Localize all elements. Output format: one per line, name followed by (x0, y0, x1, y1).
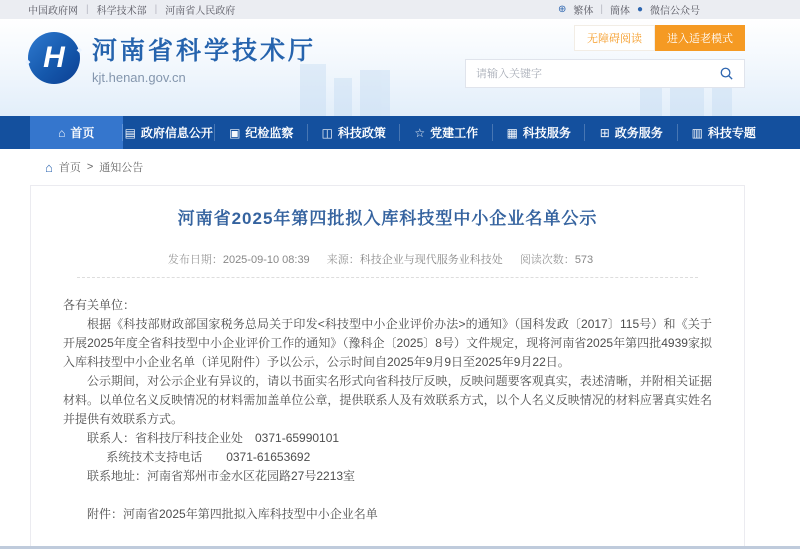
link-separator: | (86, 4, 89, 15)
elder-mode-button[interactable]: 进入适老模式 (655, 25, 745, 51)
article-card (30, 185, 745, 549)
main-nav (0, 116, 800, 149)
nav-item-gov-service[interactable] (585, 116, 678, 149)
link-separator: | (154, 4, 158, 15)
sparkle-icon: ◆ (76, 47, 82, 54)
source-value: 科技企业与现代服务业科技处 (359, 254, 503, 266)
nav-label: 党建工作 (430, 126, 479, 140)
gov-links (28, 2, 235, 17)
logo-letter: H (43, 41, 65, 74)
globe-icon: ⊕ (557, 4, 567, 15)
breadcrumb (0, 149, 800, 183)
nav-label: 纪检监察 (245, 126, 294, 140)
meta-divider (77, 277, 698, 278)
nav-label: 科技专题 (707, 126, 756, 140)
site-url: kjt.henan.gov.cn (92, 70, 186, 85)
lang-simplified-link[interactable]: 簡体 (609, 6, 630, 17)
body-paragraph-2: 公示期间，对公示企业有异议的，请以书面实名形式向省科技厅反映，反映问题要客观真实，表述清晰，并附相关证据材料。以单位名义反映情况的材料需加盖单位公章，提供联系人及有效联系方式，以个人名义反映情况的材料应署真实姓名并提供有效联系方式。 (63, 374, 712, 426)
nav-item-info-disclosure[interactable] (123, 116, 216, 149)
link-most[interactable]: 科学技术部 (96, 6, 147, 17)
home-icon: ⌂ (58, 125, 66, 140)
nav-item-tech-service[interactable] (493, 116, 586, 149)
site-name: 河南省科学技术厅 (92, 37, 317, 65)
salutation-line: 各有关单位： (63, 298, 136, 312)
inspection-icon: ▣ (229, 125, 241, 140)
breadcrumb-current[interactable]: 通知公告 (99, 162, 144, 174)
service-icon: ▦ (506, 125, 518, 140)
wechat-icon: ● (636, 4, 643, 15)
publish-date-value: 2025-09-10 08:39 (222, 254, 310, 266)
source-label: 来源： (326, 254, 360, 266)
article-meta (63, 251, 712, 267)
nav-item-party-building[interactable] (400, 116, 493, 149)
contact-support-line: 系统技术支持电话 0371-61653692 (106, 450, 311, 464)
body-paragraph-1: 根据《科技部财政部国家税务总局关于印发<科技型中小企业评价办法>的通知》（国科发政〔2017〕115号）和《关于开展2025年度全省科技型中小企业评价工作的通知》（豫科企〔2025〕8号）文件规定，现将河南省2025年第四批4939家拟入库科技型中小企业名单（详见附件）予以公示，公示时间自2025年9月9日至2025年9月22日。 (63, 317, 712, 369)
nav-item-home[interactable] (30, 116, 123, 149)
link-china-gov[interactable]: 中国政府网 (28, 6, 78, 17)
nav-item-discipline-inspection[interactable] (215, 116, 308, 149)
breadcrumb-separator: > (86, 161, 94, 173)
topics-icon: ▥ (691, 125, 703, 140)
nav-label: 科技政策 (337, 126, 386, 140)
paragraph-gap (63, 486, 712, 505)
attachment-line: 附件：河南省2025年第四批拟入库科技型中小企业名单 (87, 507, 378, 521)
top-utility-bar (0, 0, 800, 19)
brand-text (92, 31, 316, 85)
wechat-account-link[interactable]: 微信公众号 (650, 6, 700, 17)
contact-person-line: 联系人：省科技厅科技企业处 0371-65990101 (87, 431, 340, 445)
sparkle-icon: ◆ (25, 59, 31, 66)
site-header (0, 19, 800, 116)
contact-address-line: 联系地址：河南省郑州市金水区花园路27号2213室 (87, 469, 356, 483)
nav-item-special-topics[interactable] (678, 116, 771, 149)
star-icon: ☆ (414, 125, 426, 140)
search-input[interactable] (476, 68, 719, 80)
home-icon: ⌂ (45, 159, 53, 175)
article-title: 河南省2025年第四批拟入库科技型中小企业名单公示 (177, 209, 598, 228)
publish-date-label: 发布日期： (167, 254, 223, 266)
nav-label: 科技服务 (522, 126, 571, 140)
site-search (465, 59, 745, 88)
lang-and-wechat (558, 2, 700, 17)
nav-label: 首页 (70, 126, 95, 140)
header-controls (465, 25, 745, 88)
policy-icon: ◫ (321, 125, 333, 140)
nav-item-tech-policy[interactable] (308, 116, 401, 149)
accessibility-buttons (465, 25, 745, 51)
link-separator: | (600, 4, 603, 15)
search-icon[interactable] (719, 66, 734, 81)
document-icon: ▤ (124, 125, 136, 140)
site-brand[interactable] (25, 31, 317, 85)
accessible-reading-button[interactable]: 无障碍阅读 (574, 25, 655, 51)
site-logo-icon (25, 32, 82, 84)
views-label: 阅读次数： (519, 254, 575, 266)
views-value: 573 (574, 254, 594, 266)
link-henan-gov[interactable]: 河南省人民政府 (165, 6, 236, 17)
lang-traditional-link[interactable]: 繁体 (573, 6, 594, 17)
nav-label: 政务服务 (614, 126, 663, 140)
breadcrumb-home-link[interactable]: 首页 (58, 162, 81, 174)
nav-label: 政府信息公开 (140, 126, 213, 140)
briefcase-icon: ⊞ (599, 125, 610, 140)
article-body (63, 296, 712, 524)
